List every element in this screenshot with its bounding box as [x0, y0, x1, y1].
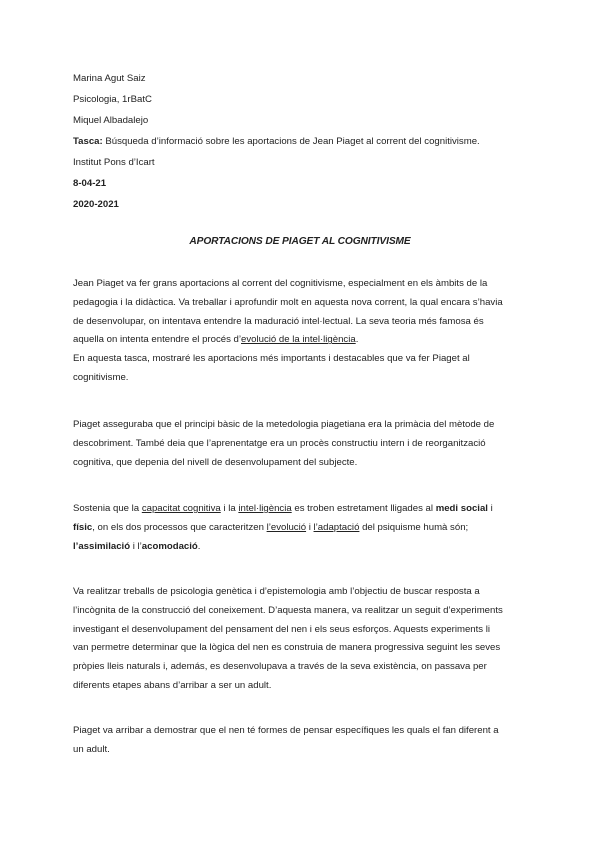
course-name: Psicologia, 1rBatC: [73, 94, 152, 105]
paragraph-conclusion: [73, 722, 527, 760]
underlined-term: evolució de la intel·ligència: [241, 334, 356, 346]
task-label: Tasca:: [73, 136, 103, 147]
text-run: aquella on intenta entendre el procés d’: [73, 334, 242, 346]
underlined-term: intel·ligència: [238, 503, 292, 514]
school-year: 2020-2021: [73, 199, 119, 210]
author-name: Marina Agut Saiz: [73, 73, 146, 84]
paragraph-line: l’incògnita de la construcció del coneixement. D’aquesta manera, va realitzar un seguit d’experiments: [73, 604, 503, 616]
text-run: i l’: [130, 540, 142, 552]
paragraph-line: Piaget asseguraba que el principi bàsic de la metedologia piagetiana era la primàcia del mètode de: [73, 419, 495, 430]
paragraph-processes: [73, 500, 527, 556]
paragraph-line: [73, 519, 527, 538]
bold-term: l’assimilació: [73, 540, 131, 552]
paragraph-method: [73, 416, 527, 472]
task-text: Búsqueda d’informació sobre les aportacions de Jean Piaget al corrent del cognitivisme.: [102, 136, 480, 147]
underlined-term: l’evolució: [266, 521, 307, 533]
paragraph-line: un adult.: [73, 743, 110, 755]
paragraph-line: Va realitzar treballs de psicologia genètica i d’epistemologia amb l’objectiu de buscar resposta a: [73, 586, 480, 597]
paragraph-line: de desenvolupar, on intentava entendre la maduració intel·lectual. La seva teoria més famosa és: [73, 315, 484, 327]
paragraph-line: En aquesta tasca, mostraré les aportacions més importants i destacables que va fer Piaget al: [73, 353, 470, 365]
text-run: .: [355, 334, 359, 346]
task-line: [73, 135, 543, 156]
document-header: [73, 72, 543, 219]
paragraph-genetic-psychology: [73, 583, 527, 696]
bold-term: físic: [73, 521, 93, 533]
text-run: del psiquisme humà són;: [359, 521, 469, 533]
teacher-name: Miquel Albadalejo: [73, 115, 149, 126]
document-title: APORTACIONS DE PIAGET AL COGNITIVISME: [189, 236, 411, 247]
paragraph-line: [73, 500, 527, 519]
paragraph-line: investigant el desenvolupament del pensament del nen i els seus esforços. Aquests experiments li: [73, 623, 491, 635]
text-run: , on els dos processos que caracteritzen: [92, 521, 267, 533]
text-run: es troben estretament lligades al: [291, 503, 436, 514]
text-run: .: [197, 540, 201, 552]
paragraph-line: [73, 538, 527, 557]
text-run: i la: [220, 503, 239, 514]
paragraph-line: descobriment. També deia que l’aprenentatge era un procès constructiu intern i de reorganització: [73, 437, 486, 449]
document-date: 8-04-21: [73, 178, 107, 189]
text-run: i: [306, 521, 314, 533]
underlined-term: l’adaptació: [313, 521, 360, 533]
school-name: Institut Pons d’Icart: [73, 157, 155, 168]
text-run: Sostenia que la: [73, 503, 142, 514]
text-run: i: [487, 503, 493, 514]
paragraph-line: diferents etapes abans d’arribar a ser un adult.: [73, 679, 272, 691]
paragraph-line: pedagogia i la didàctica. Va treballar i aprofundir molt en aquesta nova corrent, la qual encara s’havia: [73, 296, 503, 308]
paragraph-line: pròpies lleis naturals i, además, es desenvolupava a través de la seva existència, on passava per: [73, 661, 487, 673]
bold-term: medi social: [435, 503, 488, 514]
paragraph-line: Jean Piaget va fer grans aportacions al corrent del cognitivisme, especialment en els àmbits de la: [73, 278, 488, 289]
underlined-term: capacitat cognitiva: [141, 503, 221, 514]
paragraph-intro: [73, 275, 527, 388]
paragraph-line: cognitiva, que depenia del nivell de desenvolupament del subjecte.: [73, 456, 358, 468]
paragraph-line: [73, 331, 527, 350]
paragraph-line: van permetre determinar que la lògica del nen es construia de manera progressiva seguint les seves: [73, 642, 501, 654]
paragraph-line: Piaget va arribar a demostrar que el nen té formes de pensar específiques les quals el fan diferent a: [73, 725, 499, 736]
paragraph-line: cognitivisme.: [73, 371, 129, 383]
bold-term: acomodació: [141, 540, 198, 552]
